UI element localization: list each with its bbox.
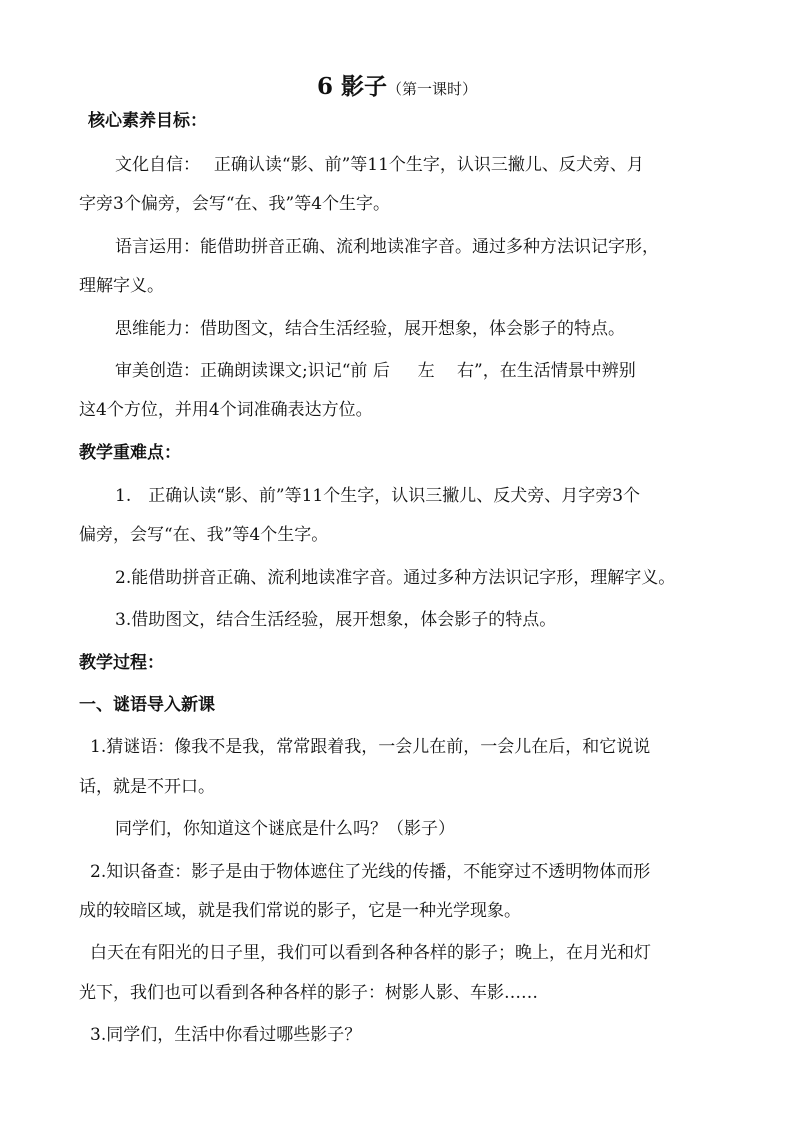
paragraph-line: 白天在有阳光的日子里，我们可以看到各种各样的影子；晚上，在月光和灯	[90, 943, 651, 963]
paragraph-line: 3.同学们，生活中你看过哪些影子？	[90, 1025, 362, 1045]
paragraph-line: 1.猜谜语：像我不是我，常常跟着我，一会儿在前，一会儿在后，和它说说	[90, 737, 651, 757]
heading-teaching-process: 教学过程：	[79, 653, 164, 673]
paragraph-line: 成的较暗区域，就是我们常说的影子，它是一种光学现象。	[79, 901, 521, 921]
heading-key-points: 教学重难点：	[79, 443, 181, 463]
title-sub: （第一课时）	[387, 80, 478, 98]
document-title	[0, 68, 794, 101]
heading-part-one: 一、谜语导入新课	[79, 695, 215, 715]
paragraph-line: 文化自信： 正确认读“影、前”等11个生字，认识三撇儿、反犬旁、月	[115, 155, 644, 175]
paragraph-line: 偏旁，会写“在、我”等4个生字。	[79, 525, 329, 545]
paragraph-line: 2.知识备查：影子是由于物体遮住了光线的传播，不能穿过不透明物体而形	[90, 862, 651, 882]
paragraph-line: 1. 正确认读“影、前”等11个生字，认识三撇儿、反犬旁、月字旁3个	[115, 486, 641, 506]
paragraph-line: 审美创造：正确朗读课文;识记“前 后 左 右”，在生活情景中辨别	[115, 361, 636, 381]
paragraph-line: 光下，我们也可以看到各种各样的影子：树影人影、车影……	[79, 983, 538, 1003]
paragraph-line: 思维能力：借助图文，结合生活经验，展开想象，体会影子的特点。	[115, 319, 625, 339]
paragraph-line: 同学们，你知道这个谜底是什么吗？（影子）	[115, 819, 455, 839]
paragraph-line: 话，就是不开口。	[79, 777, 215, 797]
paragraph-line: 这4个方位，并用4个词准确表达方位。	[79, 400, 373, 420]
heading-core-goals: 核心素养目标：	[88, 111, 207, 131]
paragraph-line: 2.能借助拼音正确、流利地读准字音。通过多种方法识记字形，理解字义。	[115, 568, 676, 588]
title-main: 6 影子	[316, 73, 387, 100]
paragraph-line: 语言运用：能借助拼音正确、流利地读准字音。通过多种方法识记字形，	[115, 237, 659, 257]
paragraph-line: 字旁3个偏旁，会写“在、我”等4个生字。	[79, 194, 391, 214]
paragraph-line: 3.借助图文，结合生活经验，展开想象，体会影子的特点。	[115, 610, 557, 630]
paragraph-line: 理解字义。	[79, 276, 164, 296]
